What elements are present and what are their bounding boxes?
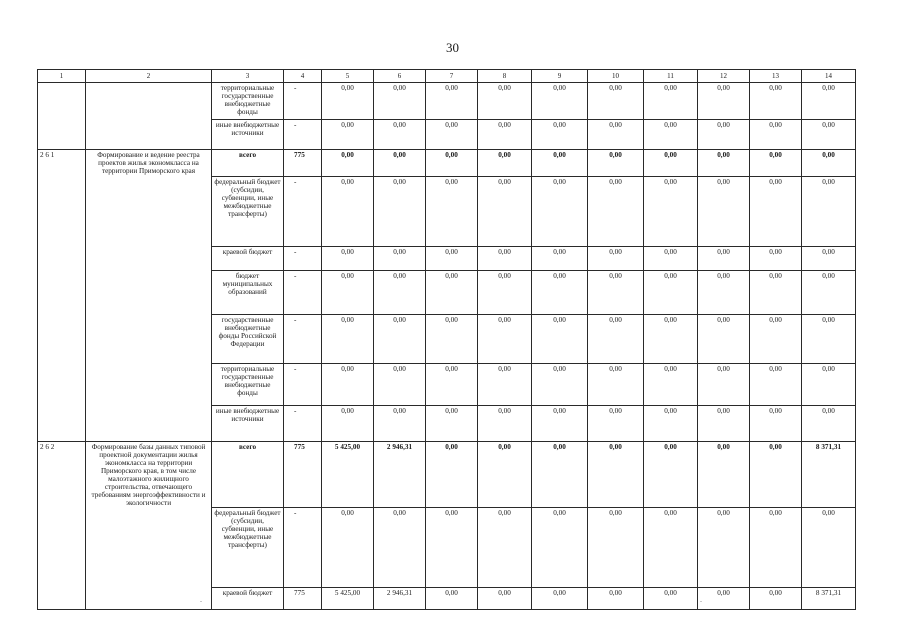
amount-cell: 0,00 [588, 83, 644, 120]
item-number [38, 508, 86, 588]
funding-source: федеральный бюджет (субсидии, субвенции, иные межбюджетные трансферты) [212, 176, 284, 246]
amount-cell: 0,00 [374, 176, 426, 246]
amount-cell: 0,00 [588, 405, 644, 441]
table-row [38, 176, 856, 246]
item-number [38, 314, 86, 363]
amount-cell: 0,00 [478, 120, 532, 150]
amount-cell: 0,00 [426, 150, 478, 177]
amount-cell: 0,00 [802, 150, 856, 177]
amount-cell: 0,00 [588, 246, 644, 270]
amount-cell: 0,00 [374, 150, 426, 177]
column-header: 11 [644, 70, 698, 83]
amount-cell: 0,00 [532, 588, 588, 610]
amount-cell: 0,00 [750, 441, 802, 508]
column-header: 7 [426, 70, 478, 83]
amount-cell: 0,00 [698, 508, 750, 588]
amount-cell: 0,00 [322, 363, 374, 405]
item-number [38, 83, 86, 120]
amount-cell: 0,00 [532, 270, 588, 314]
amount-cell: 0,00 [426, 314, 478, 363]
amount-cell: 0,00 [322, 120, 374, 150]
amount-cell: 0,00 [374, 314, 426, 363]
amount-cell: 0,00 [802, 83, 856, 120]
amount-cell: 0,00 [802, 363, 856, 405]
amount-cell: 0,00 [478, 508, 532, 588]
item-number [38, 246, 86, 270]
amount-cell: 0,00 [644, 363, 698, 405]
item-name: Формирование базы данных типовой проектной документации жилья экономкласса на территории Приморского края, в том числе малоэтажного жилищного строительства, отвечающего требованиям энергоэффективности и экологичности [86, 441, 212, 508]
amount-cell: 0,00 [750, 83, 802, 120]
table-row [38, 441, 856, 508]
column-header: 3 [212, 70, 284, 83]
column-header: 14 [802, 70, 856, 83]
item-name [86, 363, 212, 405]
amount-cell: 0,00 [750, 508, 802, 588]
amount-cell: 0,00 [532, 120, 588, 150]
code-value: 775 [284, 441, 322, 508]
amount-cell: 0,00 [322, 314, 374, 363]
code-value: 775 [284, 588, 322, 610]
amount-cell: 0,00 [322, 150, 374, 177]
code-value: - [284, 270, 322, 314]
amount-cell: 0,00 [322, 508, 374, 588]
amount-cell: 0,00 [644, 270, 698, 314]
table-row [38, 83, 856, 120]
amount-cell: 0,00 [478, 314, 532, 363]
amount-cell: 0,00 [750, 120, 802, 150]
amount-cell: 0,00 [532, 363, 588, 405]
table-row [38, 150, 856, 177]
amount-cell: 2 946,31 [374, 441, 426, 508]
amount-cell: 0,00 [644, 176, 698, 246]
amount-cell: 0,00 [802, 246, 856, 270]
column-header: 1 [38, 70, 86, 83]
item-number [38, 176, 86, 246]
table-row [38, 246, 856, 270]
amount-cell: 0,00 [802, 176, 856, 246]
column-header: 6 [374, 70, 426, 83]
amount-cell: 0,00 [426, 363, 478, 405]
amount-cell: 5 425,00 [322, 588, 374, 610]
amount-cell: 0,00 [644, 314, 698, 363]
column-header: 9 [532, 70, 588, 83]
amount-cell: 0,00 [644, 120, 698, 150]
amount-cell: 0,00 [322, 83, 374, 120]
amount-cell: 0,00 [698, 270, 750, 314]
amount-cell: 0,00 [374, 83, 426, 120]
amount-cell: 0,00 [588, 314, 644, 363]
amount-cell: 0,00 [478, 83, 532, 120]
amount-cell: 0,00 [374, 120, 426, 150]
amount-cell: 0,00 [426, 176, 478, 246]
funding-source: бюджет муниципальных образований [212, 270, 284, 314]
amount-cell: 0,00 [322, 246, 374, 270]
funding-source: иные внебюджетные источники [212, 120, 284, 150]
amount-cell: 2 946,31 [374, 588, 426, 610]
amount-cell: 0,00 [644, 405, 698, 441]
amount-cell: 0,00 [374, 508, 426, 588]
amount-cell: 0,00 [478, 441, 532, 508]
amount-cell: 0,00 [478, 363, 532, 405]
funding-source: государственные внебюджетные фонды Российской Федерации [212, 314, 284, 363]
table-row [38, 120, 856, 150]
amount-cell: 0,00 [802, 270, 856, 314]
amount-cell: 0,00 [698, 441, 750, 508]
funding-source: иные внебюджетные источники [212, 405, 284, 441]
header-row [38, 70, 856, 83]
amount-cell: 0,00 [426, 246, 478, 270]
column-header: 5 [322, 70, 374, 83]
item-name [86, 270, 212, 314]
code-value: - [284, 363, 322, 405]
table-row [38, 363, 856, 405]
amount-cell: 0,00 [322, 270, 374, 314]
table-row [38, 314, 856, 363]
amount-cell: 0,00 [750, 363, 802, 405]
amount-cell: 0,00 [478, 270, 532, 314]
item-name [86, 314, 212, 363]
amount-cell: 0,00 [322, 405, 374, 441]
code-value: - [284, 120, 322, 150]
funding-source: территориальные государственные внебюджетные фонды [212, 363, 284, 405]
table-row [38, 508, 856, 588]
column-header: 12 [698, 70, 750, 83]
amount-cell: 0,00 [478, 150, 532, 177]
amount-cell: 0,00 [426, 83, 478, 120]
amount-cell: 0,00 [698, 150, 750, 177]
item-name [86, 246, 212, 270]
amount-cell: 0,00 [750, 405, 802, 441]
amount-cell: 0,00 [588, 270, 644, 314]
page-number: 30 [446, 40, 459, 55]
amount-cell: 0,00 [478, 588, 532, 610]
amount-cell: 0,00 [426, 270, 478, 314]
amount-cell: 0,00 [532, 405, 588, 441]
amount-cell: 0,00 [698, 405, 750, 441]
amount-cell: 8 371,31 [802, 588, 856, 610]
amount-cell: 0,00 [588, 508, 644, 588]
budget-table [37, 69, 856, 610]
amount-cell: 0,00 [698, 314, 750, 363]
column-header: 2 [86, 70, 212, 83]
amount-cell: 0,00 [426, 120, 478, 150]
amount-cell: 0,00 [532, 441, 588, 508]
amount-cell: 0,00 [698, 363, 750, 405]
amount-cell: 0,00 [478, 246, 532, 270]
column-header: 8 [478, 70, 532, 83]
amount-cell: 0,00 [644, 441, 698, 508]
amount-cell: 0,00 [532, 508, 588, 588]
funding-source: краевой бюджет [212, 246, 284, 270]
column-header: 10 [588, 70, 644, 83]
item-number: 2 6 2 [38, 441, 86, 508]
item-number [38, 270, 86, 314]
amount-cell: 0,00 [588, 588, 644, 610]
amount-cell: 0,00 [588, 120, 644, 150]
code-value: 775 [284, 150, 322, 177]
item-number [38, 363, 86, 405]
amount-cell: 0,00 [644, 246, 698, 270]
item-name: Формирование и ведение реестра проектов жилья экономкласса на территории Приморского края [86, 150, 212, 177]
scan-mark: - [700, 598, 703, 605]
amount-cell: 0,00 [750, 588, 802, 610]
amount-cell: 0,00 [644, 588, 698, 610]
amount-cell: 0,00 [750, 246, 802, 270]
funding-source: краевой бюджет [212, 588, 284, 610]
code-value: - [284, 508, 322, 588]
amount-cell: 0,00 [478, 405, 532, 441]
amount-cell: 0,00 [750, 314, 802, 363]
code-value: - [284, 176, 322, 246]
amount-cell: 0,00 [374, 405, 426, 441]
table-row [38, 405, 856, 441]
item-name [86, 176, 212, 246]
item-name [86, 120, 212, 150]
column-header: 4 [284, 70, 322, 83]
funding-source: федеральный бюджет (субсидии, субвенции, иные межбюджетные трансферты) [212, 508, 284, 588]
amount-cell: 0,00 [532, 246, 588, 270]
amount-cell: 0,00 [802, 508, 856, 588]
item-number [38, 405, 86, 441]
amount-cell: 5 425,00 [322, 441, 374, 508]
table-row [38, 588, 856, 610]
amount-cell: 0,00 [322, 176, 374, 246]
funding-source: всего [212, 441, 284, 508]
amount-cell: 0,00 [698, 83, 750, 120]
amount-cell: 0,00 [588, 150, 644, 177]
amount-cell: 0,00 [374, 363, 426, 405]
code-value: - [284, 246, 322, 270]
amount-cell: 0,00 [644, 508, 698, 588]
amount-cell: 0,00 [644, 83, 698, 120]
code-value: - [284, 405, 322, 441]
amount-cell: 0,00 [426, 588, 478, 610]
amount-cell: 0,00 [698, 246, 750, 270]
amount-cell: 0,00 [374, 270, 426, 314]
item-number: 2 6 1 [38, 150, 86, 177]
amount-cell: 0,00 [374, 246, 426, 270]
scan-mark: - [200, 598, 203, 605]
amount-cell: 0,00 [750, 150, 802, 177]
column-header: 13 [750, 70, 802, 83]
amount-cell: 0,00 [588, 176, 644, 246]
code-value: - [284, 83, 322, 120]
amount-cell: 0,00 [698, 176, 750, 246]
amount-cell: 0,00 [426, 441, 478, 508]
item-name [86, 405, 212, 441]
amount-cell: 0,00 [532, 176, 588, 246]
table-row [38, 270, 856, 314]
amount-cell: 0,00 [698, 120, 750, 150]
amount-cell: 0,00 [802, 120, 856, 150]
amount-cell: 0,00 [750, 270, 802, 314]
amount-cell: 0,00 [698, 588, 750, 610]
amount-cell: 0,00 [588, 363, 644, 405]
funding-source: территориальные государственные внебюджетные фонды [212, 83, 284, 120]
item-name [86, 83, 212, 120]
amount-cell: 0,00 [532, 83, 588, 120]
item-name [86, 588, 212, 610]
amount-cell: 0,00 [802, 314, 856, 363]
amount-cell: 0,00 [532, 150, 588, 177]
amount-cell: 0,00 [478, 176, 532, 246]
amount-cell: 0,00 [644, 150, 698, 177]
funding-source: всего [212, 150, 284, 177]
amount-cell: 0,00 [750, 176, 802, 246]
amount-cell: 0,00 [426, 405, 478, 441]
code-value: - [284, 314, 322, 363]
item-number [38, 588, 86, 610]
amount-cell: 8 371,31 [802, 441, 856, 508]
item-number [38, 120, 86, 150]
amount-cell: 0,00 [532, 314, 588, 363]
amount-cell: 0,00 [802, 405, 856, 441]
amount-cell: 0,00 [588, 441, 644, 508]
amount-cell: 0,00 [426, 508, 478, 588]
item-name [86, 508, 212, 588]
